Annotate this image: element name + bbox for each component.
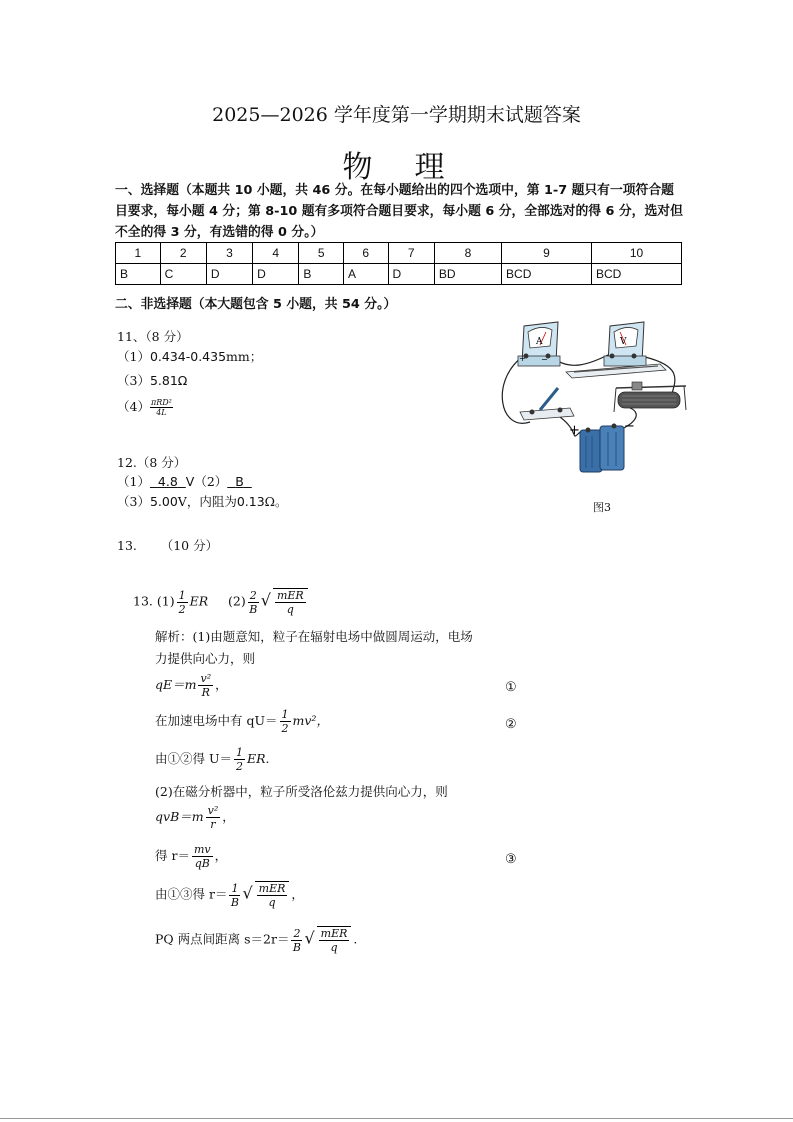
q13-ans1-fraction: $\frac{1}{2}$ [178,588,186,616]
question-number: 4 [253,243,299,264]
q11-p1-prefix: （1） [117,349,150,364]
q13-analysis-line3: (2)在磁分析器中，粒子所受洛伦兹力提供向心力，则 [155,784,448,799]
wire [552,354,610,365]
question-number: 8 [434,243,501,264]
q13-ans2-sqrt: mER q [273,588,308,616]
q12-p3-value2: 0.13 [236,494,265,509]
q11-part3 [117,371,187,389]
battery-minus-sign: − [624,419,635,434]
q13-ans1-tail: ER [189,593,209,609]
circuit-figure [500,312,700,497]
q12-p3-mid: V，内阻为 [177,494,237,509]
answer-cell: D [206,264,252,285]
q13-eq3: 由①②得 U＝ $\frac{1}{2}$ ER. [155,746,270,773]
question-number: 3 [206,243,252,264]
answer-cell: BD [434,264,501,285]
answer-table-header-row [116,243,682,264]
q13-eq5: 得 r＝ $\frac{mv}{qB}$ ， [155,843,228,870]
question-number: 2 [160,243,206,264]
q12-p3-value: 5.00 [149,494,178,509]
q12-p3-unit: Ω。 [264,494,288,509]
q11-label: 11、（8 分） [117,329,189,344]
page-bottom-rule [0,1118,793,1119]
q12-label: 12.（8 分） [117,455,187,470]
answer-cell: D [388,264,434,285]
q13-ans2-fraction: $\frac{2}{B}$ [249,588,258,616]
voltmeter-label: V [620,337,627,347]
answer-cell: BCD [592,264,682,285]
question-number: 9 [502,243,592,264]
ammeter-minus-sign: − [541,355,548,364]
q12-part3 [117,492,288,510]
q13-eq6: 由①③得 r＝ $\frac{1}{B}$ √ mER q ， [155,881,304,909]
equation-marker-3: ③ [505,852,517,867]
q13-ans-number: 13. [133,593,153,609]
question-number: 7 [388,243,434,264]
battery-plus-sign: + [569,423,580,438]
q11-p4-numerator: πRD² [150,398,172,407]
figure-caption: 图3 [593,501,611,514]
q11-p4-fraction [150,398,173,417]
answer-cell: D [253,264,299,285]
q13-number: 13. [117,538,137,553]
battery [580,424,624,473]
q11-p3-prefix: （3） [117,373,150,388]
q12-p3-prefix: （3） [117,494,150,509]
q13-analysis-line2: 力提供向心力，则 [155,651,256,666]
ammeter-label: A [536,337,543,347]
q11-p4-denominator: 4L [156,408,167,417]
switch [520,388,574,420]
section2-heading: 二、非选择题（本大题包含 5 小题，共 54 分。） [115,297,397,312]
q13-answer-line: 13. (1) $\frac{1}{2}$ ER (2) $\frac{2}{B}$ √ mER q [133,588,310,616]
answer-cell: BCD [502,264,592,285]
q13-eq7: PQ 两点间距离 s＝2r＝ $\frac{2}{B}$ √ mER q . [155,926,358,954]
q11-p4-prefix: （4） [117,399,150,414]
q12-p1-prefix: （1） [117,474,150,489]
q11-p1-unit: mm； [226,349,263,364]
answer-table-answer-row [116,264,682,285]
q11-p3-value: 5.81Ω [149,373,188,388]
q13-analysis-line1: 解析：(1)由题意知，粒子在辐射电场中做圆周运动，电场 [155,629,473,644]
rheostat [614,382,686,412]
q11-part1 [117,347,262,365]
q13-eq1: qE＝m $\frac{\text{v²}}{R}$ ， [155,672,228,699]
document-title: 2025—2026 学年度第一学期期末试题答案 [212,104,581,126]
q13-ans2-label: (2) [228,593,246,609]
q13-label [117,536,218,554]
q13-eq2: 在加速电场中有 qU＝ $\frac{1}{2}$ mv²， [155,708,329,735]
q13-score: （10 分） [160,538,219,553]
equation-marker-2: ② [505,717,517,732]
answer-cell: A [343,264,388,285]
q12-p2-value: B [235,474,244,489]
q13-eq4: qvB＝m $\frac{\text{v²}}{r}$ ， [155,804,235,831]
q12-part1-2 [117,472,252,490]
question-number: 6 [343,243,388,264]
equation-marker-1: ① [505,680,517,695]
question-number: 1 [116,243,161,264]
subject-title: 物 理 [342,150,451,185]
q11-p1-value: 0.434-0.435 [149,349,227,364]
answer-table [115,242,682,285]
ammeter-plus-sign: + [519,354,526,363]
section1-heading: 一、选择题（本题共 10 小题，共 46 分。在每小题给出的四个选项中，第 1-7 题只有一项符合题目要求，每小题 4 分；第 8-10 题有多项符合题目要求，每小题 6 分，全部选对的得 6 分，选对但不全的得 3 分，有选错的得 0 分。） [115,183,683,240]
q12-p1-value: 4.8 [157,474,178,489]
answer-cell: B [299,264,344,285]
q11-part4 [117,397,173,417]
q12-p1-unit: V [185,474,195,489]
question-number: 10 [592,243,682,264]
q12-p2-prefix: （2） [194,474,228,489]
question-number: 5 [299,243,344,264]
answer-cell: B [116,264,161,285]
q13-ans1-label: (1) [156,593,175,609]
answer-cell: C [160,264,206,285]
